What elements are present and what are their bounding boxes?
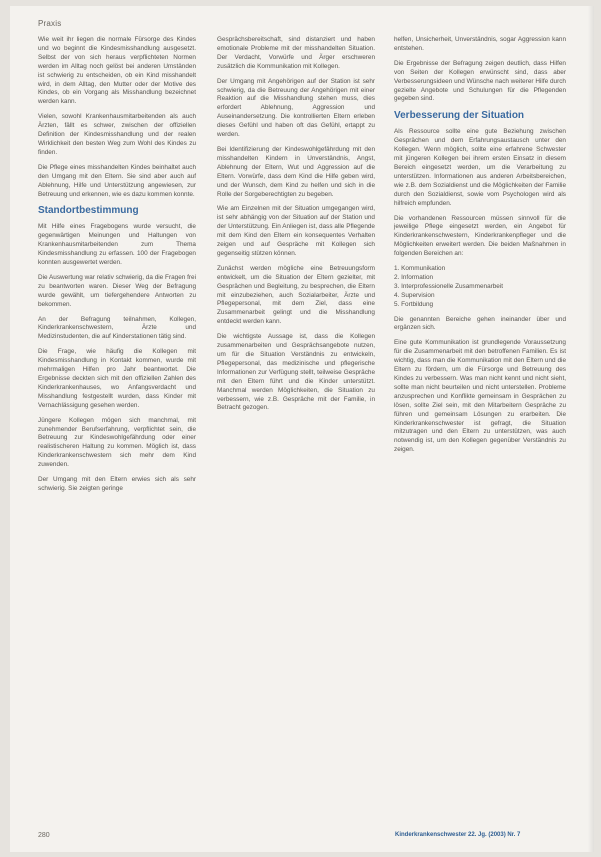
paragraph: Die vorhandenen Ressourcen müssen sinnvoll für die jeweilige Pflege eingesetzt werden, ein Angebot für Kinderkrankenschwestern, Kinderkrankenpfleger und die Möglichkeiten erweitert werden. Die beiden Maßnahmen in folgenden Bereichen an: bbox=[394, 214, 566, 258]
paragraph: Die genannten Bereiche gehen ineinander über und ergänzen sich. bbox=[394, 315, 566, 332]
section-heading-standortbestimmung: Standortbestimmung bbox=[38, 205, 139, 217]
column-right bbox=[394, 36, 566, 461]
paragraph: Als Ressource sollte eine gute Beziehung zwischen Gesprächen und dem Erfahrungsaustausch unter den Kollegen. Wenn möglich, sollte eine erfahrene Schwester mit jüngeren Kollegen bei ihrem ersten Einsatz in diesem Bereich eingesetzt werden, um die Verarbeitung zu unterstützen. Informationen aus anderen Arbeitsbereichen, wie z.B. dem Sozialdienst und die Möglichkeiten der Familie durch den Sozialdienst, sowie vom Psychologen wird als hilfreich empfunden. bbox=[394, 128, 566, 207]
paragraph: An der Befragung teilnahmen, Kollegen, Kinderkrankenschwestern, Ärzte und Medizinstudenten, die auf Kinderstationen tätig sind. bbox=[38, 315, 196, 341]
list-item: 5. Fortbildung bbox=[394, 300, 434, 308]
paragraph: Bei Identifizierung der Kindeswohlgefährdung mit den misshandelten Kindern in Unverständnis, Angst, Ablehnung der Eltern, Wut und Aggression auf die Eltern. Vorwürfe, dass dem Kind die Hilfe geben wird, und der Wunsch, dem Kind zu helfen und sich in die Rolle der Sorgeberechtigten zu begeben. bbox=[217, 145, 375, 198]
list-item: 4. Supervision bbox=[394, 291, 435, 299]
paragraph: Eine gute Kommunikation ist grundlegende Voraussetzung für die Zusammenarbeit mit den betroffenen Familien. Es ist wichtig, dass man die Kommunikation mit den Eltern und die Eltern zu fördern, um die Fürsorge und Betreuung des Kindes zu verbessern. Was man nicht kennt und nicht sieht, sollte man nicht beurteilen und nicht unterstellen. Probleme anzusprechen und Konflikte gemeinsam in Gesprächen zu lösen, sollte Ziel sein, mit den Mitarbeitern Gespräche zu führen und gemeinsam Lösungen zu erarbeiten. Die Kinderkrankenschwester ist gefragt, die Situation mitzutragen und den Eltern zu unterstützen, was auch notwendig ist, um den Kollegen gegenüber Verständnis zu zeigen. bbox=[394, 339, 566, 454]
section-header: Praxis bbox=[38, 19, 62, 28]
paragraph: Der Umgang mit Angehörigen auf der Station ist sehr schwierig, da die Betreuung der Angehörigen mit einer Reaktion auf die Misshandlung stehen muss, dies erfordert Ablehnung, Aggression und Auseinandersetzung. Die kontrollierten Eltern erleben dieses Gefühl und haben oft das Gefühl, ertappt zu werden. bbox=[217, 77, 375, 139]
section-heading-verbesserung: Verbesserung der Situation bbox=[394, 110, 525, 122]
paragraph: Die Pflege eines misshandelten Kindes beinhaltet auch den Umgang mit den Eltern. Sie sind aber auch auf Ablehnung, Hilfe und Unterstützung angewiesen, zur Betreuung und erkennen, wie es dazu kommen konnte. bbox=[38, 163, 196, 198]
paragraph: Der Umgang mit den Eltern erwies sich als sehr schwierig. Sie zeigten geringe bbox=[38, 476, 196, 492]
list-item: 1. Kommunikation bbox=[394, 265, 446, 273]
paragraph: Mit Hilfe eines Fragebogens wurde versucht, die gegenwärtigen Meinungen und Haltungen von Krankenhausmitarbeitenden zum Thema Kindesmisshandlung zu erfassen. 100 der Fragebogen konnten ausgewertet werden. bbox=[38, 223, 196, 267]
page-edge-shadow bbox=[588, 6, 594, 852]
paragraph: Die Frage, wie häufig die Kollegen mit Kindesmisshandlung in Kontakt kommen, wurde mit mehrmaligen Hilfen pro Jahr beantwortet. Die Ergebnisse deckten sich mit den offiziellen Zahlen des Kinderkrankenhauses, wo Anfangsverdacht und Misshandlung festgestellt wurden, dass Kinder mit Vernachlässigung gesehen werden. bbox=[38, 348, 196, 409]
paragraph: Die Ergebnisse der Befragung zeigen deutlich, dass Hilfen von Seiten der Kollegen erwünscht sind, dass aber Verbesserungsideen und Wünsche nach weiterer Hilfe durch gezielte Angebote und Schulungen für die Pflegenden gegeben sind. bbox=[394, 59, 566, 103]
paragraph: Die Auswertung war relativ schwierig, da die Fragen frei zu beantworten waren. Dieser Weg der Befragung wurde gewählt, um tiefergehendere Antworten zu bekommen. bbox=[38, 273, 196, 308]
column-middle bbox=[217, 36, 375, 419]
measures-list bbox=[394, 265, 566, 310]
journal-citation bbox=[395, 832, 520, 838]
page-number: 280 bbox=[38, 832, 50, 839]
paragraph: Wie am Einzelnen mit der Situation umgegangen wird, ist sehr abhängig von der Situation auf der Station und der Unterstützung. Ein Anliegen ist, dass alle Pflegende mit dem Kind den Eltern ein konsequentes Verhalten zeigen und auf Gespräche mit Kollegen sich gegenseitig stützen können. bbox=[217, 205, 375, 257]
paragraph: Wie weit ihr liegen die normale Fürsorge des Kindes und wo beginnt die Kindesmisshandlung ausgesetzt. Selbst der von sich heraus verpflichteten Normen werden im Alltag noch gelöst bei anderen Umständen ist schwierig zu entscheiden, ob ein Kind misshandelt wird, in dem Alltag, den Mutter oder der Motive des Kindes, ob ein Vorgang als Misshandlung bezeichnet werden kann. bbox=[38, 36, 196, 106]
list-item: 2. Information bbox=[394, 273, 434, 281]
journal-name: Kinderkrankenschwester 22. Jg. (2003) Nr. 7 bbox=[395, 832, 521, 838]
paragraph: Die wichtigste Aussage ist, dass die Kollegen zusammenarbeiten und Gesprächsangebote nutzen, um für die Situation Verständnis zu entwickeln, Pflegepersonal, das medizinische und pflegerische Informationen zur Verfügung stellt, teilweise Gespräche mit den Eltern führt und die Kinder unterstützt. Manchmal werden Möglichkeiten, die Situation zu verbessern, wie z.B. Gespräche mit der Familie, in Betracht gezogen. bbox=[217, 333, 375, 412]
paragraph: Jüngere Kollegen mögen sich manchmal, mit zunehmender Berufserfahrung, verpflichtet sein, die Betreuung zur Kindeswohlgefährdung oder einer realistischeren Haltung zu kommen. Möglich ist, dass Kinderkrankenschwestern sich mehr dem Kind zuwenden. bbox=[38, 416, 196, 469]
document-page bbox=[10, 6, 594, 852]
paragraph: Zunächst werden mögliche eine Betreuungsform entwickelt, um die Situation der Eltern gezielter, mit Gesprächen und Begleitung, zu besprechen, die Eltern mit einzubeziehen, auch Sozialarbeiter, Ärzte und Pflegepersonal, mit dem Ziel, dass eine Zusammenarbeit gelingt und die Misshandlung entdeckt werden kann. bbox=[217, 264, 375, 326]
column-left bbox=[38, 36, 196, 500]
paragraph: Vielen, sowohl Krankenhausmitarbeitenden als auch Ärzten, fällt es schwer, zwischen der offiziellen Definition der Kindesmisshandlung und der realen Wirklichkeit den besten Weg zum Wohl des Kindes zu finden. bbox=[38, 113, 196, 156]
list-item: 3. Interprofessionelle Zusammenarbeit bbox=[394, 282, 504, 290]
paragraph: Gesprächsbereitschaft, sind distanziert und haben emotionale Probleme mit der misshandelten Situation. Der Verdacht, Vorwürfe und Ärger erschweren zusätzlich die Kommunikation mit Kollegen. bbox=[217, 36, 375, 70]
paragraph: helfen, Unsicherheit, Unverständnis, sogar Aggression kann entstehen. bbox=[394, 36, 566, 52]
